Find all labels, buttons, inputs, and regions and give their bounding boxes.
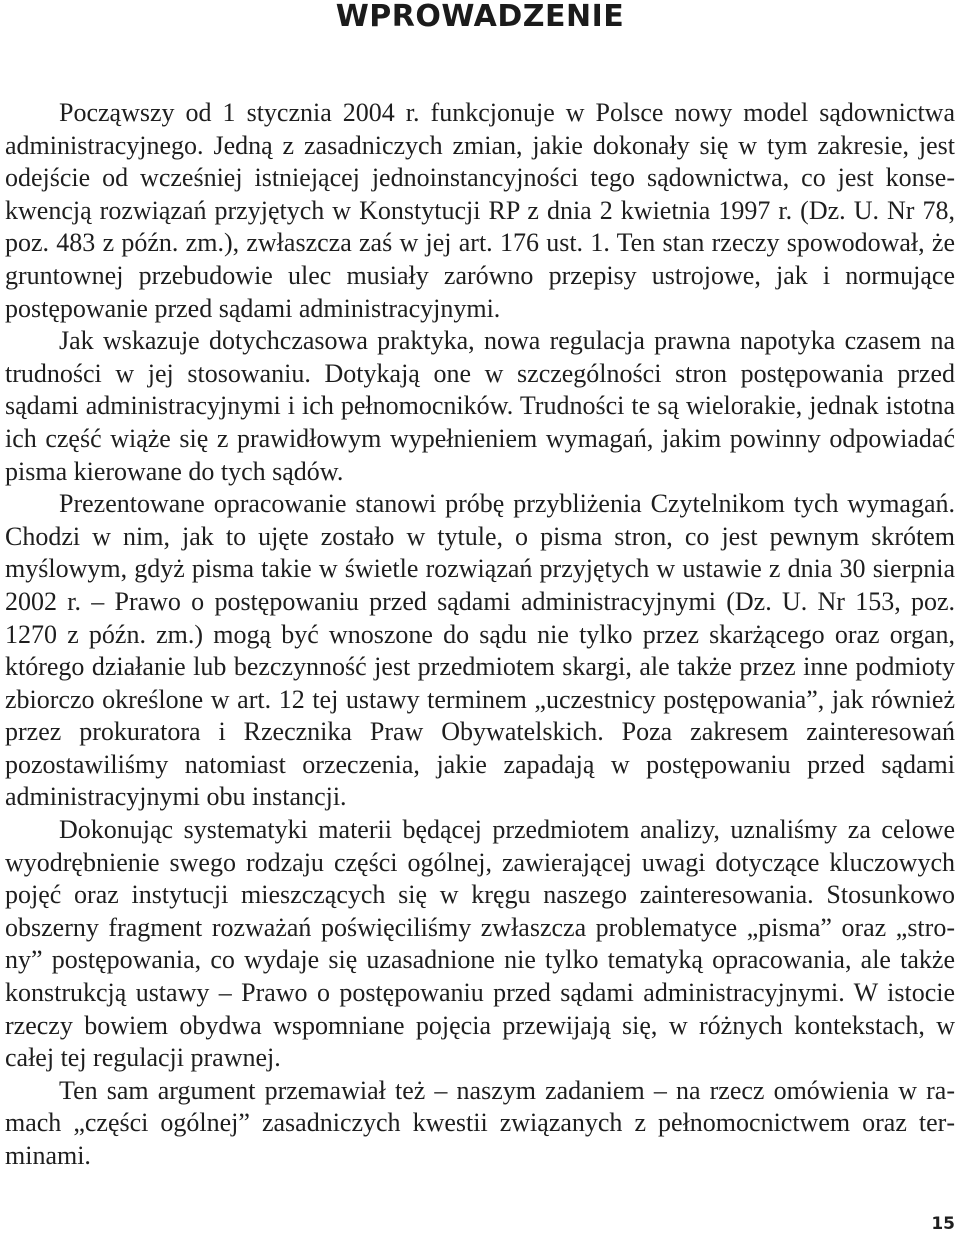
body-text <box>5 97 955 1173</box>
paragraph: Dokonując systematyki materii będącej przedmiotem analizy, uznaliśmy za celowe wyodrębnienie swego rodzaju części ogólnej, zawierającej uwagi dotyczące kluczowych pojęć oraz instytucji mieszczących się w kręgu naszego zainteresowania. Stosunkowo obszerny fragment rozważań poświęciliśmy zwłaszcza problematyce „pisma” oraz „strony” postępowania, co wydaje się uzasadnione nie tylko tematyką opracowania, ale także konstrukcją ustawy – Prawo o postępowaniu przed sądami administracyjnymi. W istocie rzeczy bowiem obydwa wspomniane pojęcia przewijają się, w różnych kontekstach, w całej tej regulacji prawnej. <box>5 815 955 1073</box>
paragraph: Począwszy od 1 stycznia 2004 r. funkcjonuje w Polsce nowy model sądownictwa administracyjnego. Jedną z zasadniczych zmian, jakie dokonały się w tym zakresie, jest odejście od wcześniej istniejącej jednoinstancyjności tego sądownictwa, co jest konsekwencją rozwiązań przyjętych w Konstytucji RP z dnia 2 kwietnia 1997 r. (Dz. U. Nr 78, poz. 483 z późn. zm.), zwłaszcza zaś w jej art. 176 ust. 1. Ten stan rzeczy spowodował, że gruntownej przebudowie ulec musiały zarówno przepisy ustrojowe, jak i normujące postępowanie przed sądami administracyjnymi. <box>5 98 955 323</box>
page-number: 15 <box>931 1214 955 1234</box>
paragraph: Prezentowane opracowanie stanowi próbę przybliżenia Czytelnikom tych wymagań. Chodzi w nim, jak to ujęte zostało w tytule, o pisma stron, co jest pewnym skrótem myślowym, gdyż pisma takie w świetle rozwiązań przyjętych w ustawie z dnia 30 sierpnia 2002 r. – Prawo o postępowaniu przed sądami administracyjnymi (Dz. U. Nr 153, poz. 1270 z późn. zm.) mogą być wnoszone do sądu nie tylko przez skarżącego oraz organ, którego działanie lub bezczynność jest przedmiotem skargi, ale także przez inne podmioty zbiorczo określone w art. 12 tej ustawy terminem „uczestnicy postępowania”, jak również przez prokuratora i Rzecznika Praw Obywatelskich. Poza zakresem zainteresowań pozostawiliśmy natomiast orzeczenia, jakie zapadają w postępowaniu przed sądami administracyjnymi obu instancji. <box>5 489 955 812</box>
paragraph: Jak wskazuje dotychczasowa praktyka, nowa regulacja prawna napotyka czasem na trudności w jej stosowaniu. Dotykają one w szczególności stron postępowania przed sądami administracyjnymi i ich pełnomocników. Trudności te są wielorakie, jednak istotna ich część wiąże się z prawidłowym wypełnieniem wymagań, jakim powinny odpowiadać pisma kierowane do tych sądów. <box>5 326 955 486</box>
chapter-heading: WPROWADZENIE <box>335 0 625 34</box>
paragraph: Ten sam argument przemawiał też – naszym zadaniem – na rzecz omówienia w ramach „części ogólnej” zasadniczych kwestii związanych z pełnomocnictwem oraz terminami. <box>5 1075 955 1170</box>
